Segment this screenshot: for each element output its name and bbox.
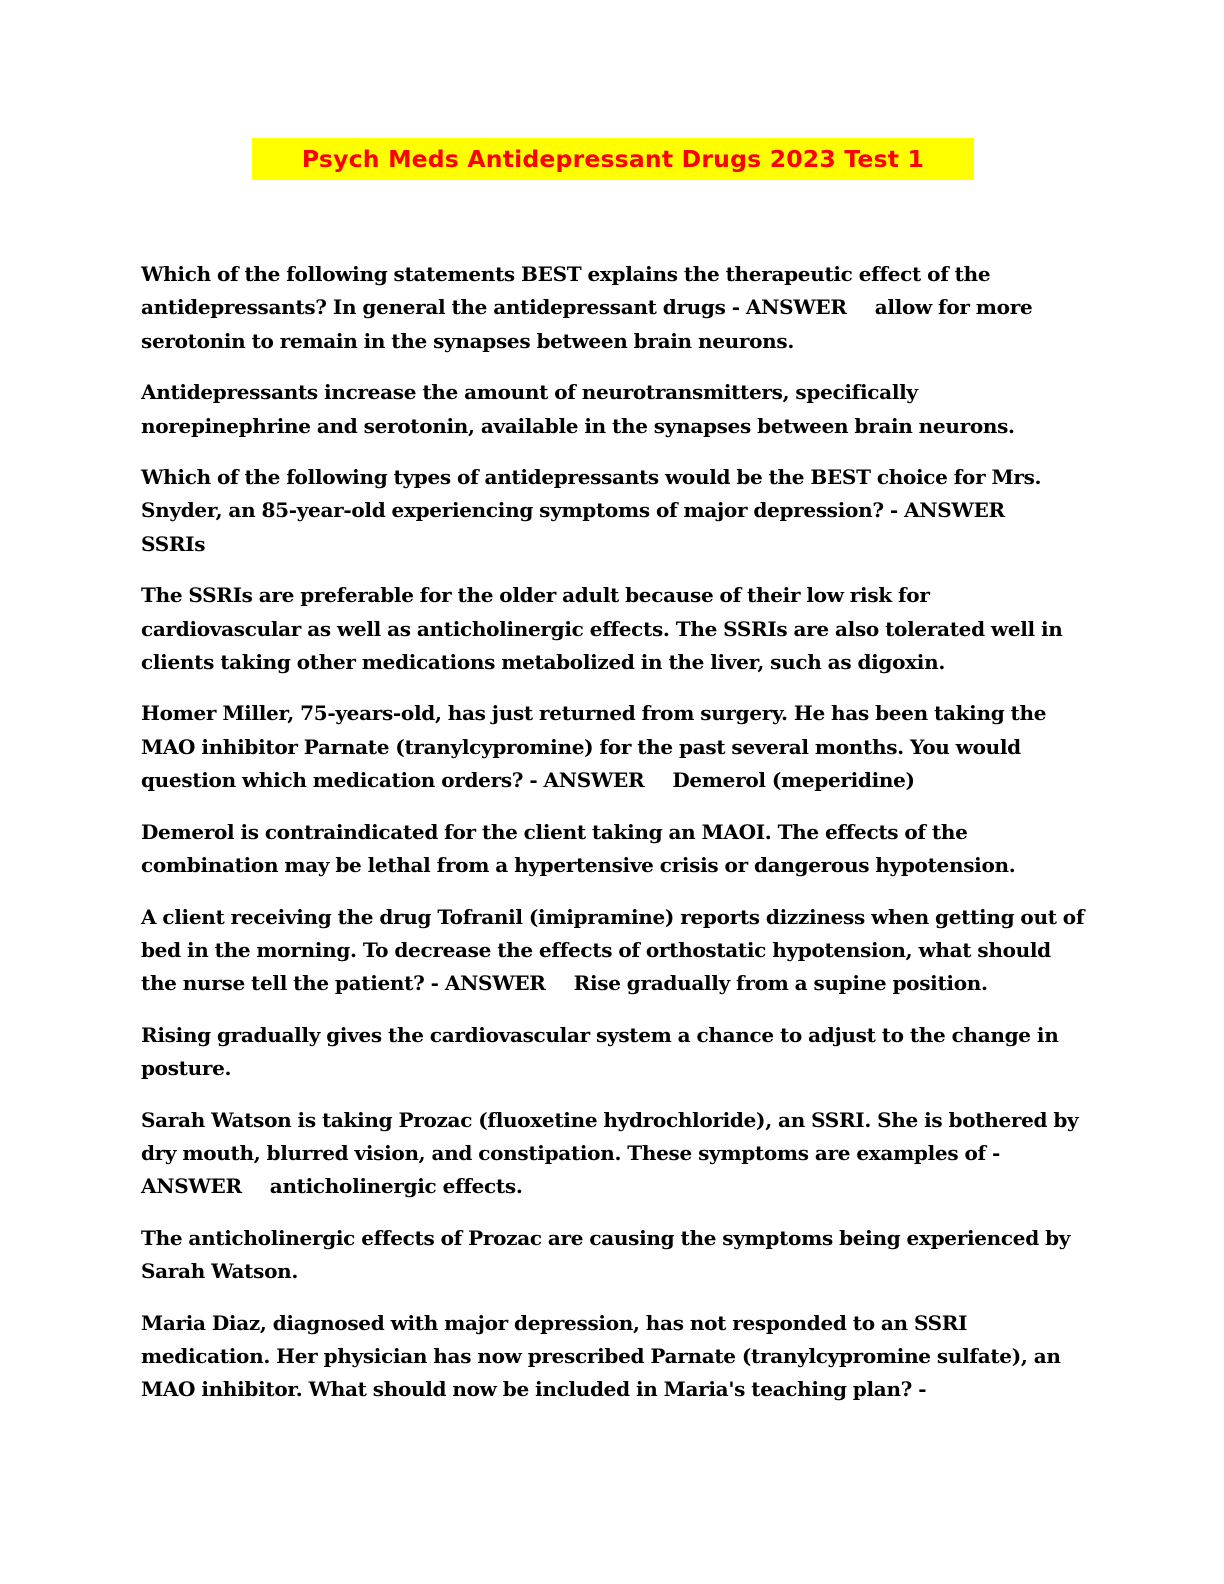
question-paragraph — [141, 258, 1091, 358]
question-text: Homer Miller, 75-years-old, has just returned from surgery. He has been taking the MAO inhibitor Parnate (tranylcypromine) for the past several months. You would question which medication orders? - — [141, 701, 1047, 793]
document-title: Psych Meds Antidepressant Drugs 2023 Test 1 — [301, 145, 925, 173]
title-highlight — [252, 138, 974, 180]
answer-text: allow for more serotonin to remain in the synapses between brain neurons. — [141, 295, 1033, 353]
question-paragraph — [141, 1307, 1091, 1407]
answer-label: ANSWER — [543, 768, 645, 793]
rationale-paragraph — [141, 579, 1091, 679]
question-text: Sarah Watson is taking Prozac (fluoxetine hydrochloride), an SSRI. She is bothered by dry mouth, blurred vision, and constipation. These symptoms are examples of - — [141, 1107, 1079, 1165]
answer-label: ANSWER — [444, 971, 546, 996]
question-text: A client receiving the drug Tofranil (imipramine) reports dizziness when getting out of bed in the morning. To decrease the effects of orthostatic hypotension, what should the nurse tell the patient? - — [141, 904, 1085, 996]
question-paragraph — [141, 461, 1091, 561]
rationale-paragraph — [141, 1019, 1091, 1086]
rationale-text: The SSRIs are preferable for the older adult because of their low risk for cardiovascular as well as anticholinergic effects. The SSRIs are also tolerated well in clients taking other medications metabolized in the liver, such as digoxin. — [141, 583, 1063, 675]
rationale-paragraph — [141, 1222, 1091, 1289]
answer-text: Rise gradually from a supine position. — [573, 971, 988, 996]
rationale-paragraph — [141, 376, 1091, 443]
answer-label: ANSWER — [904, 498, 1005, 523]
question-paragraph — [141, 1104, 1091, 1204]
question-text: Which of the following statements BEST explains the therapeutic effect of the antidepressants? In general the antidepressant drugs - — [141, 262, 991, 320]
answer-label: ANSWER — [141, 1174, 242, 1199]
answer-text: Demerol (meperidine) — [672, 768, 915, 793]
answer-text: anticholinergic effects. — [269, 1174, 523, 1199]
answer-label: ANSWER — [745, 295, 847, 320]
document-body — [141, 258, 1091, 1425]
question-paragraph — [141, 901, 1091, 1001]
rationale-text: Rising gradually gives the cardiovascular system a chance to adjust to the change in posture. — [141, 1022, 1059, 1081]
answer-text: SSRIs — [141, 531, 206, 556]
question-paragraph — [141, 697, 1091, 797]
rationale-text: Antidepressants increase the amount of neurotransmitters, specifically norepinephrine and serotonin, available in the synapses between brain neurons. — [141, 380, 1015, 438]
question-text: Maria Diaz, diagnosed with major depression, has not responded to an SSRI medication. Her physician has now prescribed Parnate (tranylcypromine sulfate), an MAO inhibitor. What should now be included in Maria's teaching plan? - — [141, 1310, 1061, 1402]
rationale-text: Demerol is contraindicated for the client taking an MAOI. The effects of the combination may be lethal from a hypertensive crisis or dangerous hypotension. — [141, 819, 1016, 878]
question-text: Which of the following types of antidepressants would be the BEST choice for Mrs. Snyder, an 85-year-old experiencing symptoms of major depression? - — [141, 465, 1042, 523]
rationale-paragraph — [141, 816, 1091, 883]
rationale-text: The anticholinergic effects of Prozac are causing the symptoms being experienced by Sarah Watson. — [141, 1225, 1071, 1284]
